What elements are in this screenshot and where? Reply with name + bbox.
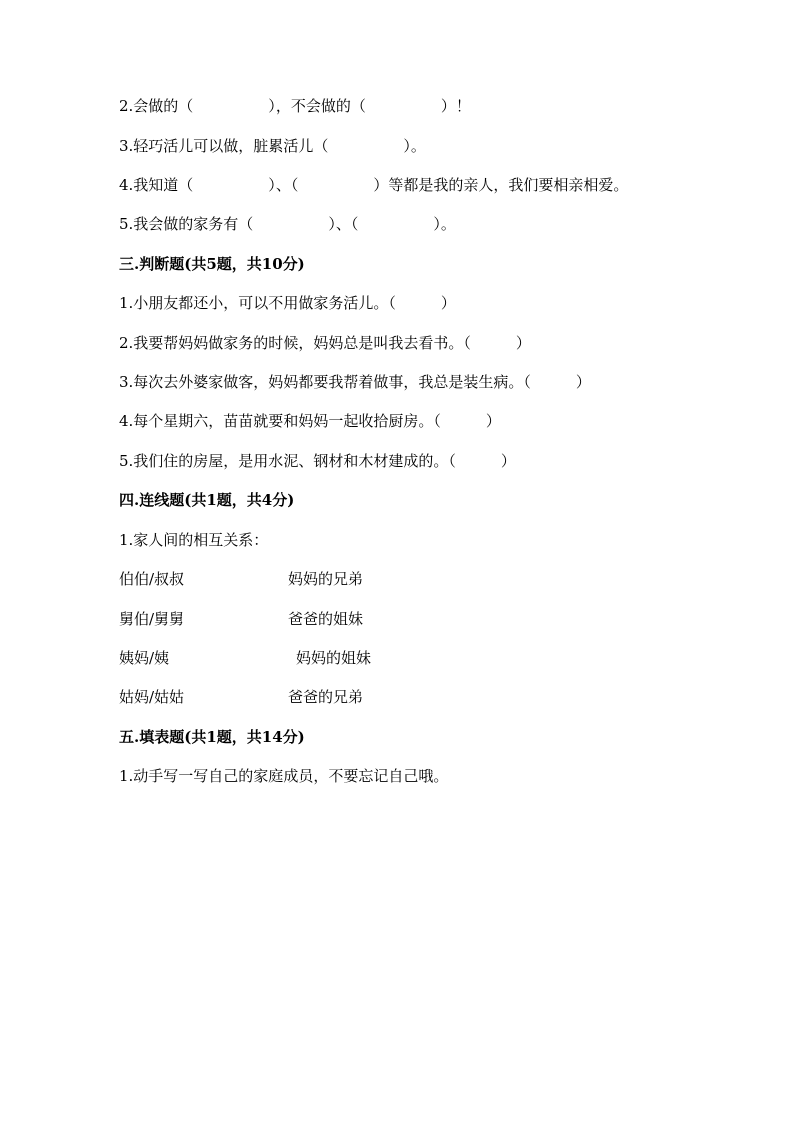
table-section-heading: 五.填表题(共1题，共14分) [119,728,305,746]
fill-blank-item-5: 5.我会做的家务有（ ）、（ ）。 [119,215,456,233]
judge-item-2: 2.我要帮妈妈做家务的时候，妈妈总是叫我去看书。（ ） [119,334,531,352]
matching-right-item-2: 爸爸的姐妹 [288,610,364,628]
fill-blank-item-4: 4.我知道（ ）、（ ）等都是我的亲人，我们要相亲相爱。 [119,176,629,194]
matching-right-item-3: 妈妈的姐妹 [296,649,372,667]
matching-right-item-4: 爸爸的兄弟 [288,688,364,706]
judge-item-1: 1.小朋友都还小，可以不用做家务活儿。（ ） [119,294,456,312]
matching-question: 1.家人间的相互关系： [119,531,269,549]
fill-blank-item-3: 3.轻巧活儿可以做，脏累活儿（ ）。 [119,137,426,155]
matching-left-item-1: 伯伯/叔叔 [119,570,185,588]
matching-left-item-3: 姨妈/姨 [119,649,170,667]
matching-right-item-1: 妈妈的兄弟 [288,570,364,588]
table-question: 1.动手写一写自己的家庭成员，不要忘记自己哦。 [119,767,449,785]
matching-left-item-4: 姑妈/姑姑 [119,688,185,706]
matching-section-heading: 四.连线题(共1题，共4分) [119,491,295,509]
judge-item-5: 5.我们住的房屋，是用水泥、钢材和木材建成的。（ ） [119,452,516,470]
judge-item-3: 3.每次去外婆家做客，妈妈都要我帮着做事，我总是装生病。（ ） [119,373,591,391]
fill-blank-item-2: 2.会做的（ ），不会做的（ ）！ [119,97,471,115]
judge-section-heading: 三.判断题(共5题，共10分) [119,255,305,273]
judge-item-4: 4.每个星期六，苗苗就要和妈妈一起收拾厨房。（ ） [119,412,501,430]
matching-left-item-2: 舅伯/舅舅 [119,610,185,628]
